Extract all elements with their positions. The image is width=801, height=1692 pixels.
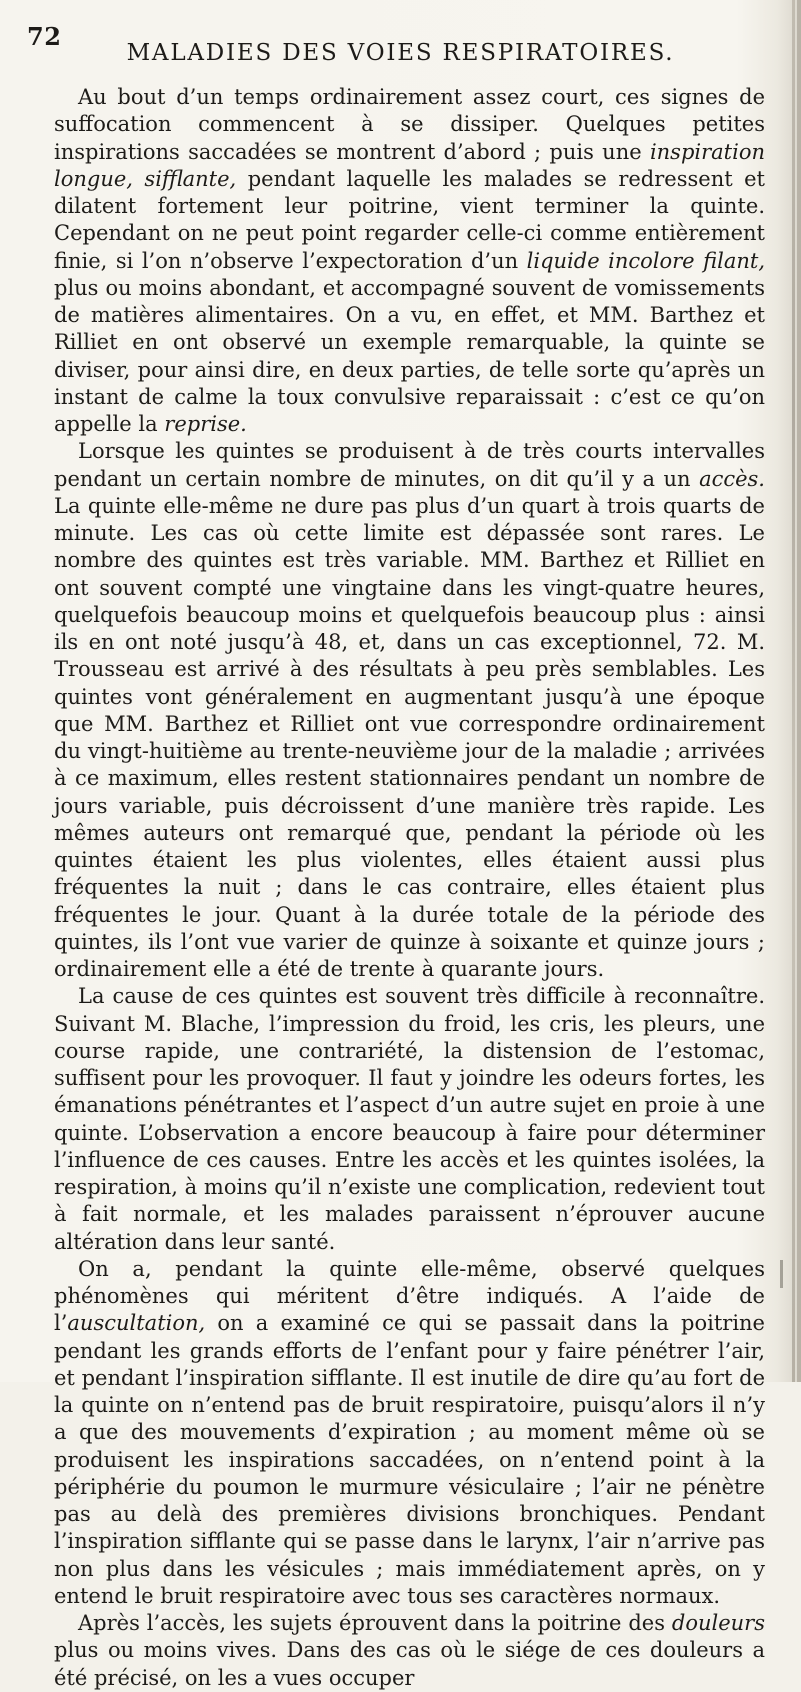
paragraph (54, 438, 765, 983)
text-run: On a, pendant la quinte elle-même, observé quelques phénomènes qui méritent d’être indiqués. A l’aide de l’ (54, 1256, 765, 1336)
paragraph (54, 1610, 765, 1692)
paragraph (54, 84, 765, 438)
italic-run: reprise. (164, 412, 247, 436)
margin-mark (780, 1260, 783, 1288)
text-run: pendant laquelle les malades se redressent et dilatent fortement leur poitrine, vient terminer la quinte. Cependant on ne peut point regarder celle-ci comme entièrement finie, si l’on n’observe l’expectoration d’un (54, 166, 765, 273)
italic-run: liquide incolore filant, (526, 248, 765, 273)
text-run: La cause de ces quintes est souvent très difficile à reconnaître. Suivant M. Blache, l’impression du froid, les cris, les pleurs, une course rapide, une contrariété, la distension de l’estomac, suffisent pour les provoquer. Il faut y joindre les odeurs fortes, les émanations pénétrantes et l’aspect d’un autre sujet en proie à une quinte. L’observation a encore beaucoup à faire pour déterminer l’influence de ces causes. Entre les accès et les quintes isolées, la respiration, à moins qu’il n’existe une complication, redevient tout à fait normale, et les malades paraissent n’éprouver aucune altération dans leur santé. (54, 984, 765, 1254)
text-run: Après l’accès, les sujets éprouvent dans la poitrine des (78, 1611, 672, 1635)
text-run: plus ou moins abondant, et accompagné souvent de vomissements de matières alimentaires. On a vu, en effet, et MM. Barthez et Rilliet en ont observé un exemple remarquable, la quinte se diviser, pour ainsi dire, en deux parties, de telle sorte qu’après un instant de calme la toux convulsive reparaissait : c’est ce qu’on appelle la (54, 275, 765, 436)
body-text (54, 84, 765, 1692)
italic-run: douleurs (671, 1611, 765, 1635)
text-run: Au bout d’un temps ordinairement assez court, ces signes de suffocation commencent à se dissiper. Quelques petites inspirations saccadées se montrent d’abord ; puis une (54, 85, 765, 164)
page-edge-border (797, 0, 801, 1382)
paragraph (54, 983, 765, 1256)
text-run: plus ou moins vives. Dans des cas où le siége de ces douleurs a été précisé, on les a vues occuper (54, 1638, 765, 1690)
italic-run: accès. (699, 466, 765, 491)
italic-run: auscultation, (67, 1311, 206, 1336)
paragraph (54, 1256, 765, 1610)
text-run: La quinte elle-même ne dure pas plus d’un quart à trois quarts de minute. Les cas où cette limite est dépassée sont rares. Le nombre des quintes est très variable. MM. Barthez et Rilliet en ont souvent compté une vingtaine dans les vingt-quatre heures, quelquefois beaucoup moins et quelquefois beaucoup plus : ainsi ils en ont noté jusqu’à 48, et, dans un cas exceptionnel, 72. M. Trousseau est arrivé à des résultats à peu près semblables. Les quintes vont généralement en augmentant jusqu’à une époque que MM. Barthez et Rilliet ont vue correspondre ordinairement du vingt-huitième au trente-neuvième jour de la maladie ; arrivées à ce maximum, elles restent stationnaires pendant un nombre de jours variable, puis décroissent d’une manière très rapide. Les mêmes auteurs ont remarqué que, pendant la période où les quintes étaient les plus violentes, elles étaient aussi plus fréquentes la nuit ; dans le cas contraire, elles étaient plus fréquentes le jour. Quant à la durée totale de la période des quintes, ils l’ont vue varier de quinze à soixante et quinze jours ; ordinairement elle a été de trente à quarante jours. (54, 493, 765, 981)
italic-run: inspiration longue, sifflante, (54, 139, 765, 191)
text-run: Lorsque les quintes se produisent à de très courts intervalles pendant un certain nombre de minutes, on dit qu’il y a un (54, 439, 765, 491)
page-number: 72 (27, 22, 62, 51)
running-head: MALADIES DES VOIES RESPIRATOIRES. (126, 40, 675, 66)
page-edge-shadow (792, 0, 795, 1382)
text-run: on a examiné ce qui se passait dans la poitrine pendant les grands efforts de l’enfant pour y faire pénétrer l’air, et pendant l’inspiration sifflante. Il est inutile de dire qu’au fort de la quinte on n’entend pas de bruit respiratoire, puisqu’alors il n’y a que des mouvements d’expiration ; au moment même où se produisent les inspirations saccadées, on n’entend point à la périphérie du poumon le murmure vésiculaire ; l’air ne pénètre pas au delà des premières divisions bronchiques. Pendant l’inspiration sifflante qui se passe dans le larynx, l’air n’arrive pas non plus dans les vésicules ; mais immédiatement après, on y entend le bruit respiratoire avec tous ses caractères normaux. (54, 1311, 765, 1608)
